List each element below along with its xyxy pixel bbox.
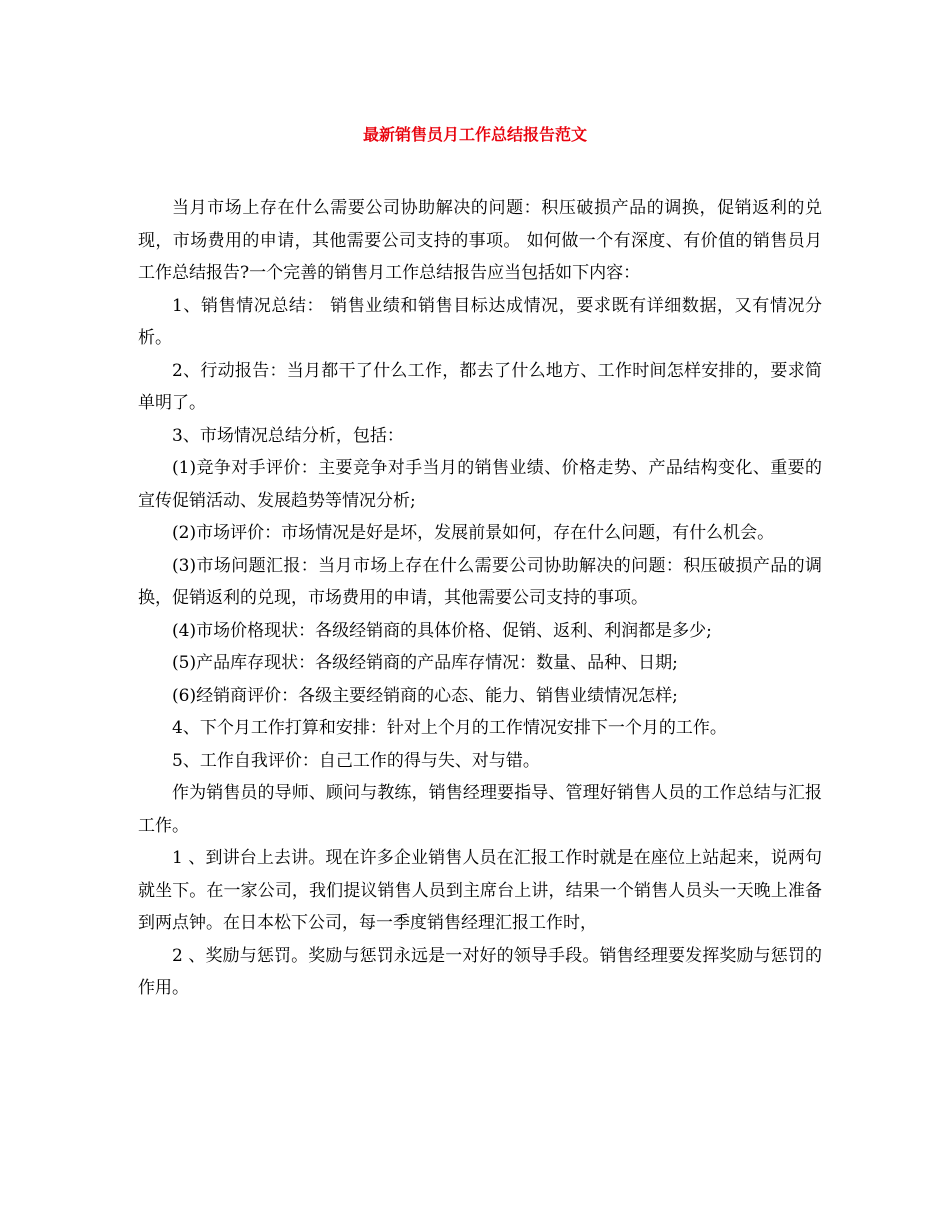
- paragraph-item-1-sales-summary: 1、销售情况总结： 销售业绩和销售目标达成情况，要求既有详细数据，又有情况分析。: [138, 295, 822, 348]
- paragraph-item-5-self-evaluation: 5、工作自我评价：自己工作的得与失、对与错。: [172, 750, 540, 771]
- paragraph-manager-role: 作为销售员的导师、顾问与教练，销售经理要指导、管理好销售人员的工作总结与汇报工作。: [138, 783, 822, 836]
- paragraph-tip-1-podium: 1 、到讲台上去讲。现在许多企业销售人员在汇报工作时就是在座位上站起来，说两句就坐下。在一家公司，我们提议销售人员到主席台上讲，结果一个销售人员头一天晚上准备到两点钟。在日本松下公司，每一季度销售经理汇报工作时，: [138, 848, 822, 933]
- paragraph-sub-1-competitor: (1)竞争对手评价：主要竞争对手当月的销售业绩、价格走势、产品结构变化、重要的宣传促销活动、发展趋势等情况分析;: [138, 458, 822, 511]
- paragraph-sub-3-market-issues: (3)市场问题汇报：当月市场上存在什么需要公司协助解决的问题：积压破损产品的调换，促销返利的兑现，市场费用的申请，其他需要公司支持的事项。: [138, 555, 822, 608]
- paragraph-intro: 当月市场上存在什么需要公司协助解决的问题：积压破损产品的调换，促销返利的兑现，市场费用的申请，其他需要公司支持的事项。 如何做一个有深度、有价值的销售员月工作总结报告?一个完善的销售月工作总结报告应当包括如下内容：: [138, 198, 822, 283]
- paragraph-sub-4-price-status: (4)市场价格现状：各级经销商的具体价格、促销、返利、利润都是多少;: [172, 620, 712, 641]
- paragraph-sub-6-dealer-evaluation: (6)经销商评价：各级主要经销商的心态、能力、销售业绩情况怎样;: [172, 685, 678, 706]
- page-title: 最新销售员月工作总结报告范文: [362, 125, 587, 144]
- paragraph-sub-5-inventory-status: (5)产品库存现状：各级经销商的产品库存情况：数量、品种、日期;: [172, 653, 678, 673]
- paragraph-sub-2-market-evaluation: (2)市场评价：市场情况是好是坏，发展前景如何，存在什么问题，有什么机会。: [172, 523, 775, 543]
- paragraph-tip-2-reward-punishment: 2 、奖励与惩罚。奖励与惩罚永远是一对好的领导手段。销售经理要发挥奖励与惩罚的作用。: [138, 945, 822, 998]
- document-body: [138, 192, 822, 1005]
- paragraph-item-3-market-analysis: 3、市场情况总结分析，包括：: [172, 425, 404, 446]
- paragraph-item-4-next-month-plan: 4、下个月工作打算和安排：针对上个月的工作情况安排下一个月的工作。: [172, 718, 727, 738]
- paragraph-item-2-action-report: 2、行动报告：当月都干了什么工作，都去了什么地方、工作时间怎样安排的，要求简单明了。: [138, 360, 822, 413]
